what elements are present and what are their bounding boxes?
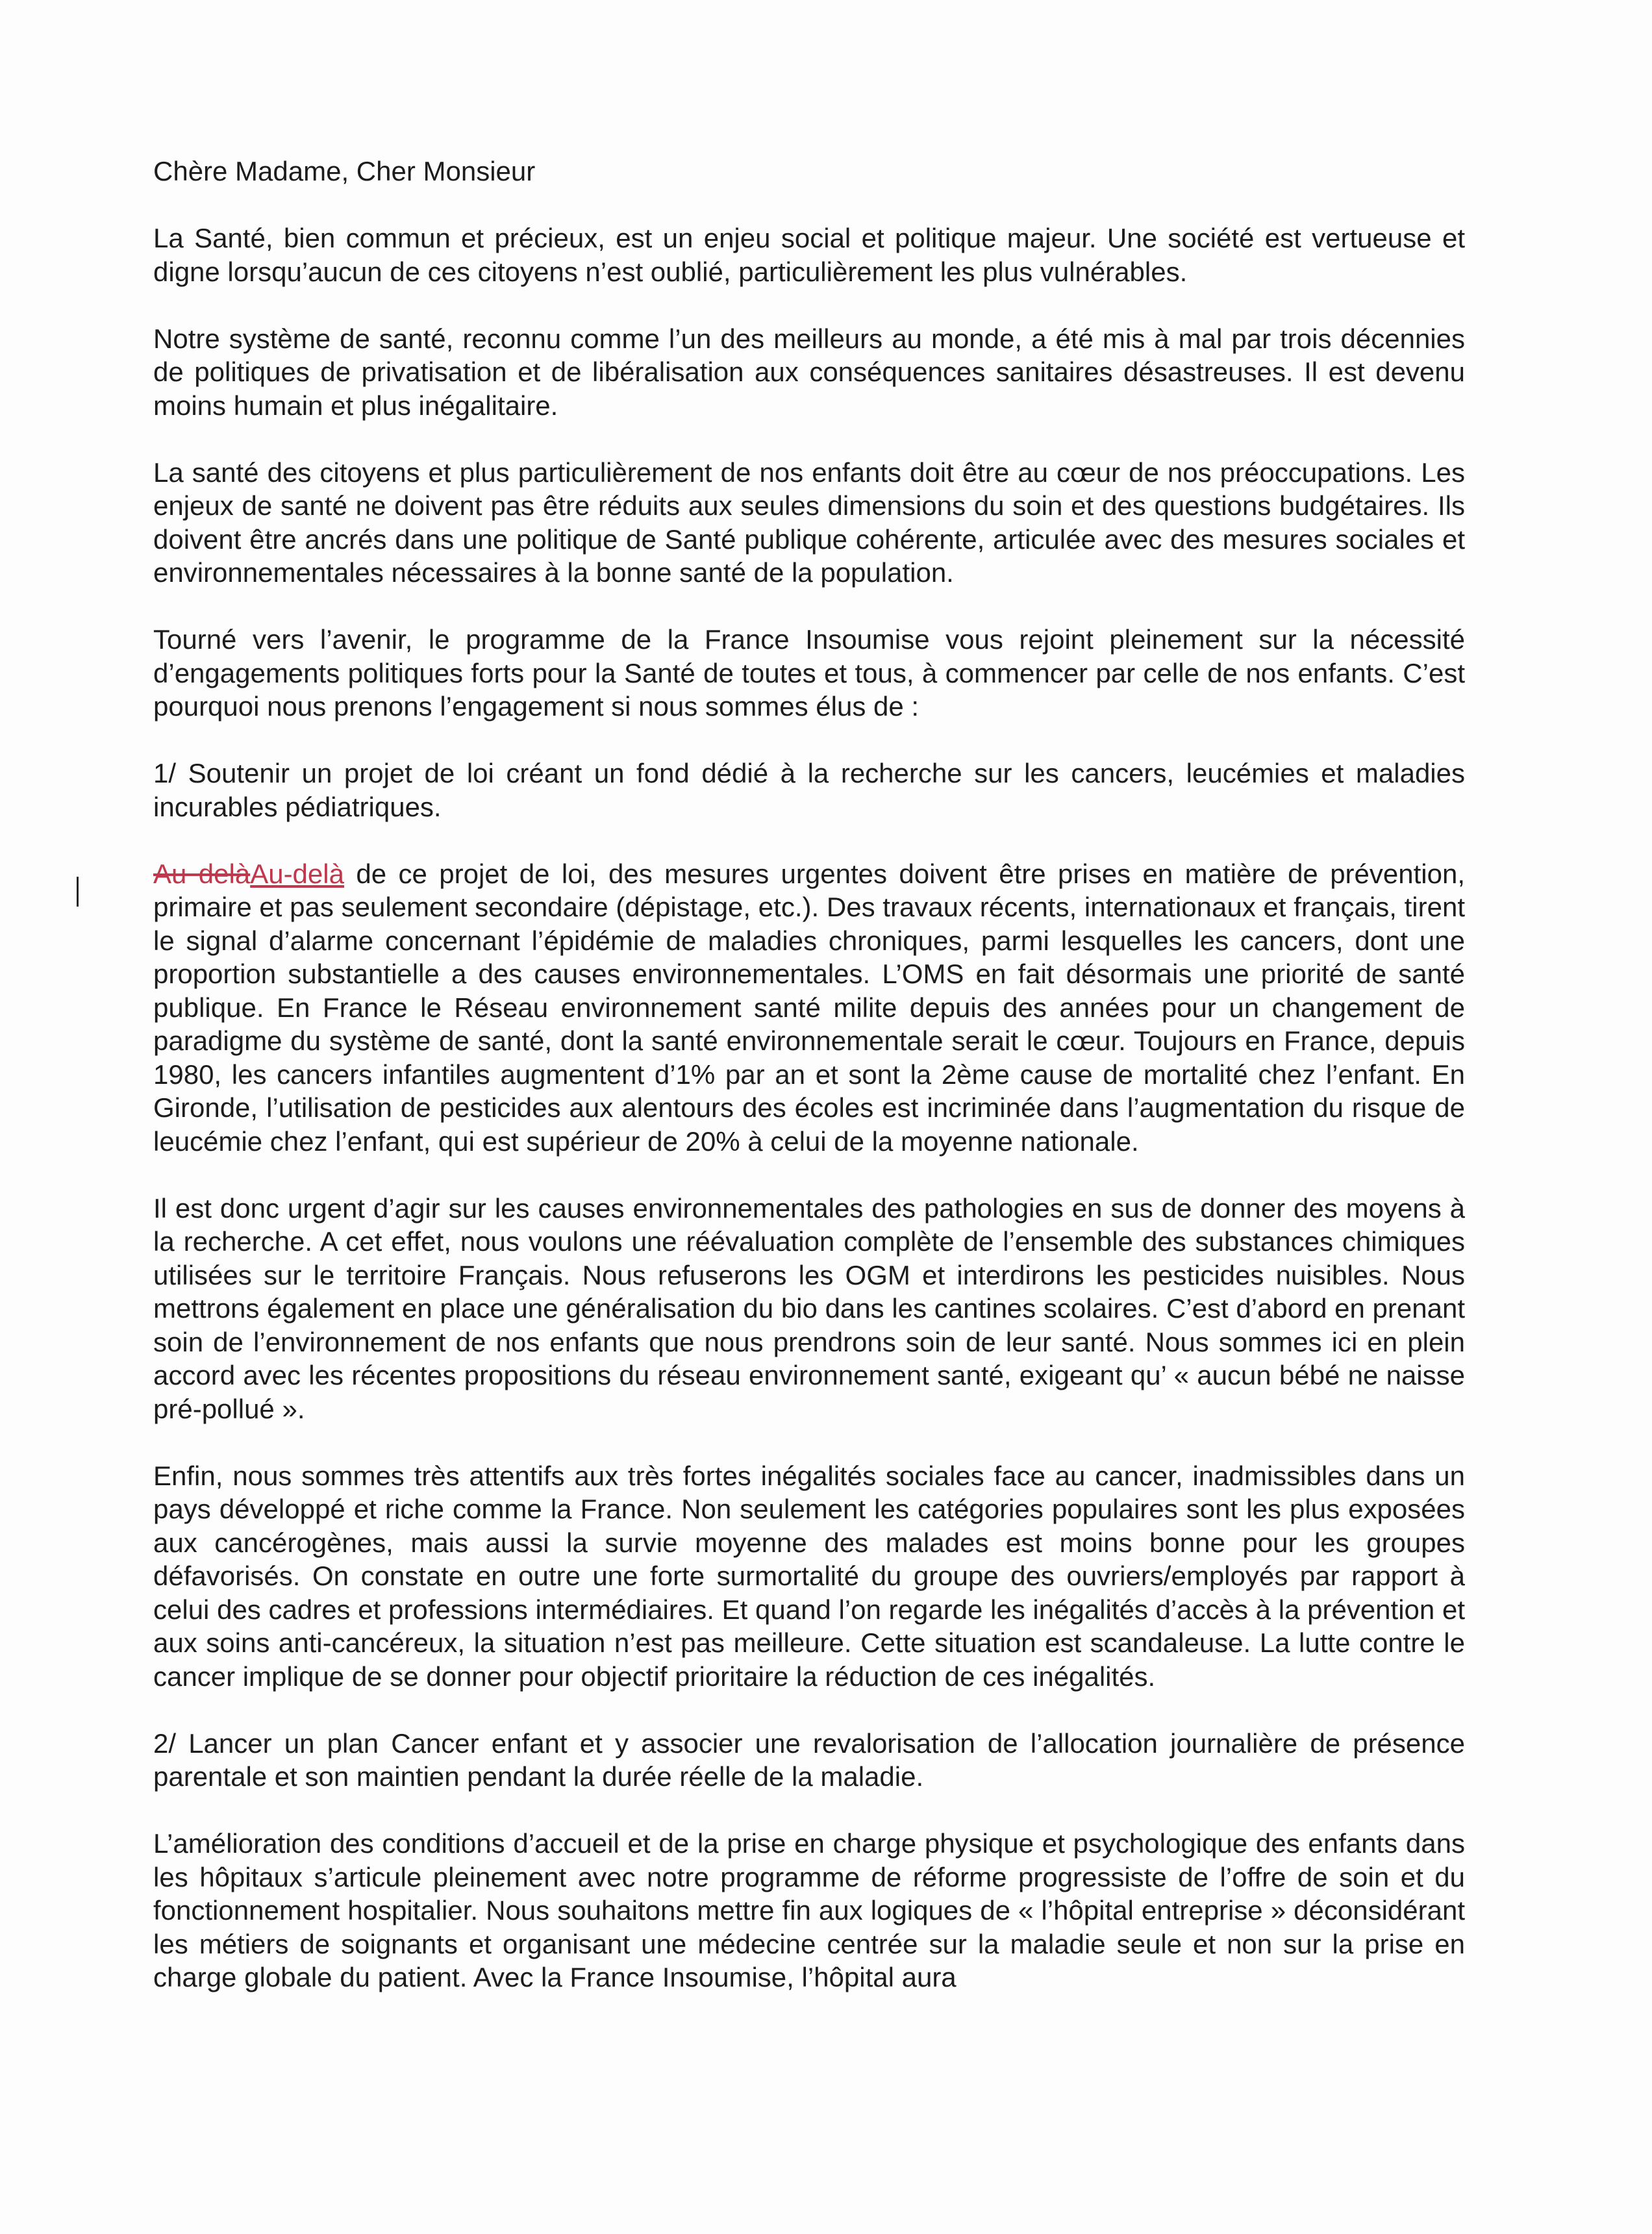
paragraph-10: L’amélioration des conditions d’accueil et de la prise en charge physique et psychologique des enfants dans les hôpitaux s’articule pleinement avec notre programme de réforme progressiste de l’offre de soin et du fonctionnement hospitalier. Nous souhaitons mettre fin aux logiques de « l’hôpital entreprise » déconsidérant les métiers de soignants et organisant une médecine centrée sur la maladie seule et non sur la prise en charge globale du patient. Avec la France Insoumise, l’hôpital aura xyxy=(153,1828,1465,1992)
salutation: Chère Madame, Cher Monsieur xyxy=(153,156,536,186)
paragraph-5-commitment-1: 1/ Soutenir un projet de loi créant un fond dédié à la recherche sur les cancers, leucémies et maladies incurables pédiatriques. xyxy=(153,758,1465,822)
paragraph-6 xyxy=(153,857,1465,1159)
paragraph-9-commitment-2: 2/ Lancer un plan Cancer enfant et y associer une revalorisation de l’allocation journalière de présence parentale et son maintien pendant la durée réelle de la maladie. xyxy=(153,1727,1465,1792)
paragraph-6-text: de ce projet de loi, des mesures urgentes doivent être prises en matière de prévention, primaire et pas seulement secondaire (dépistage, etc.). Des travaux récents, internationaux et français, tirent le signal d’alarme concernant l’épidémie de maladies chroniques, parmi lesquelles les cancers, dont une proportion substantielle a des causes environnementales. L’OMS en fait désormais une priorité de santé publique. En France le Réseau environnement santé milite depuis des années pour un changement de paradigme du système de santé, dont la santé environnementale serait le cœur. Toujours en France, depuis 1980, les cancers infantiles augmentent d’1% par an et sont la 2ème cause de mortalité chez l’enfant. En Gironde, l’utilisation de pesticides aux alentours des écoles est incriminée dans l’augmentation du risque de leucémie chez l’enfant, qui est supérieur de 20% à celui de la moyenne nationale. xyxy=(153,858,1466,1157)
letter-body xyxy=(153,155,1465,2027)
paragraph-3: La santé des citoyens et plus particulièrement de nos enfants doit être au cœur de nos préoccupations. Les enjeux de santé ne doivent pas être réduits aux seules dimensions du soin et des questions budgétaires. Ils doivent être ancrés dans une politique de Santé publique cohérente, articulée avec des mesures sociales et environnementales nécessaires à la bonne santé de la population. xyxy=(153,457,1465,588)
revision-change-bar xyxy=(77,877,79,907)
tracked-deletion: Au delà xyxy=(153,858,251,889)
paragraph-2: Notre système de santé, reconnu comme l’un des meilleurs au monde, a été mis à mal par trois décennies de politiques de privatisation et de libéralisation aux conséquences sanitaires désastreuses. Il est devenu moins humain et plus inégalitaire. xyxy=(153,323,1465,421)
paragraph-7: Il est donc urgent d’agir sur les causes environnementales des pathologies en sus de donner des moyens à la recherche. A cet effet, nous voulons une réévaluation complète de l’ensemble des substances chimiques utilisées sur le territoire Français. Nous refuserons les OGM et interdirons les pesticides nuisibles. Nous mettrons également en place une généralisation du bio dans les cantines scolaires. C’est d’abord en prenant soin de l’environnement de nos enfants que nous prendrons soin de leur santé. Nous sommes ici en plein accord avec les récentes propositions du réseau environnement santé, exigeant qu’ « aucun bébé ne naisse pré-pollué ». xyxy=(153,1192,1465,1424)
paragraph-4: Tourné vers l’avenir, le programme de la France Insoumise vous rejoint pleinement sur la nécessité d’engagements politiques forts pour la Santé de toutes et tous, à commencer par celle de nos enfants. C’est pourquoi nous prenons l’engagement si nous sommes élus de : xyxy=(153,624,1465,722)
paragraph-1: La Santé, bien commun et précieux, est un enjeu social et politique majeur. Une société est vertueuse et digne lorsqu’aucun de ces citoyens n’est oublié, particulièrement les plus vulnérables. xyxy=(153,223,1465,287)
paragraph-8: Enfin, nous sommes très attentifs aux très fortes inégalités sociales face au cancer, inadmissibles dans un pays développé et riche comme la France. Non seulement les catégories populaires sont les plus exposées aux cancérogènes, mais aussi la survie moyenne des malades est moins bonne pour les groupes défavorisés. On constate en outre une forte surmortalité du groupe des ouvriers/employés par rapport à celui des cadres et professions intermédiaires. Et quand l’on regarde les inégalités d’accès à la prévention et aux soins anti-cancéreux, la situation n’est pas meilleure. Cette situation est scandaleuse. La lutte contre le cancer implique de se donner pour objectif prioritaire la réduction de ces inégalités. xyxy=(153,1460,1465,1692)
tracked-insertion: Au-delà xyxy=(250,858,344,889)
